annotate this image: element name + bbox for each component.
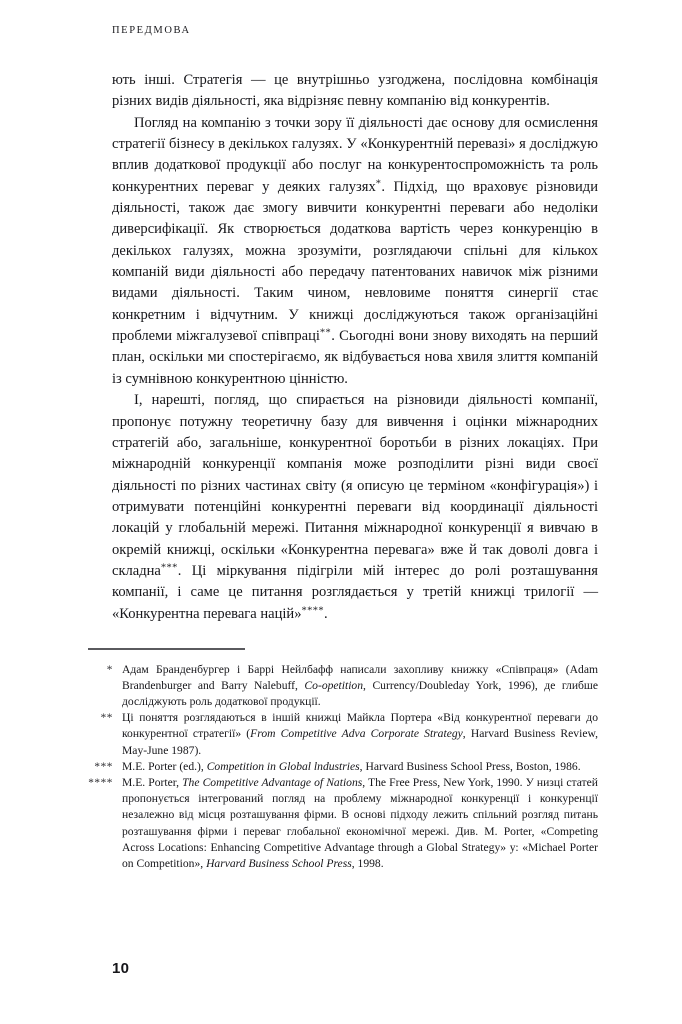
footnote-title-italic: From Competitive Adva Corporate Strategy	[250, 727, 463, 741]
paragraph-3-text-b: . Ці міркування підігріли мій інтерес до ролі розташування компанії, і саме це питання розглядається у третій книжці трилогії — «Конкурентна перевага націй»	[112, 562, 598, 622]
body-text-block	[112, 70, 598, 625]
footnote-text-run: M.E. Porter,	[122, 776, 183, 790]
footnote-text-run: M.E. Porter (ed.),	[122, 759, 207, 773]
footnote-text	[122, 775, 598, 872]
paragraph-1	[112, 70, 598, 113]
footnote-text-run: , The Free Press, New York, 1990. У низці статей пропонується інтегрований погляд на проблему міжнародної конкуренції і конкуренції незалежно від місця розташування фірми. В основі підходу лежить спільний розгляд питань розташування фірми і переваг глобальної економічної мережі. Див. M. Porter, «Competing Across Locations: Enhancing Competitive Advantage through a Global Strategy» у: «Michael Porter on Competition»,	[122, 776, 598, 871]
footnote-item	[88, 759, 598, 775]
footnote-text-run: Ці поняття розглядаються в іншій книжці Майкла Портера «Від конкурентної переваги до конкурентної стратегії» (	[122, 711, 598, 741]
footnote-ref-1[interactable]: *	[375, 178, 382, 190]
footnote-title-italic: The Competitive Advantage of Nations	[182, 776, 363, 790]
footnote-separator-rule	[88, 648, 245, 650]
paragraph-3	[112, 390, 598, 625]
footnote-title-italic: Co-opetition	[304, 678, 364, 692]
footnote-text-run: , Harvard Business Review, May-June 1987).	[122, 727, 598, 757]
footnote-marker[interactable]: **	[100, 712, 113, 725]
footnote-text-run: , 1998.	[351, 857, 384, 871]
footnote-list	[88, 662, 598, 873]
footnote-title-italic: Competition in Global lndustries	[206, 759, 360, 773]
paragraph-2	[112, 113, 598, 390]
footnote-text	[122, 759, 598, 775]
footnote-marker[interactable]: ****	[88, 777, 113, 790]
paragraph-1-text: ють інші. Стратегія — це внутрішньо узгоджена, послідовна комбінація різних видів діяльності, яка відрізняє певну компанію від конкурентів.	[112, 72, 598, 110]
paragraph-2-text-b: . Підхід, що враховує різновиди діяльності, також дає змогу вивчити конкурентні переваги або недоліки диверсифікації. Як створюється додаткова вартість через конкуренцію в декількох галузях, можна зрозуміти, розглядаючи спільні для кількох компаній види діяльності або передачу патентованих навичок між різними видами діяльності. Таким чином, невловиме поняття синергії стає конкретним і відчутним. У книжці досліджуються також організаційні проблеми міжгалузевої співпраці	[112, 178, 598, 345]
paragraph-3-text-a: І, нарешті, погляд, що спирається на різновиди діяльності компанії, пропонує потужну теоретичну базу для вивчення і оцінки міжнародних стратегій або, загальніше, конкурентної боротьби в різних локаціях. При міжнародній конкуренції компанія може розподілити різні види своєї діяльності по різних частинах світу (я описую це терміном «конфігурація») і отримувати потенційні конкурентні переваги від координації діяльності локацій у глобальній мережі. Питання міжнародної конкуренції я вивчаю в окремій книжці, оскільки «Конкурентна перевага» вже й так доволі довга і складна	[112, 392, 598, 579]
footnote-text-run: Адам Бранденбургер і Баррі Нейлбафф написали захопливу книжку «Співпраця» (Adam Brandenburger and Barry Nalebuff,	[122, 662, 598, 692]
footnote-text-run: , Currency/Doubleday York, 1996), де глибше досліджують роль додаткової продукції.	[122, 678, 598, 708]
page-number: 10	[112, 960, 130, 977]
running-head: ПЕРЕДМОВА	[112, 25, 191, 36]
footnote-title-italic: Harvard Business School Press	[206, 857, 352, 871]
footnote-text-run: , Harvard Business School Press, Boston, 1986.	[359, 759, 581, 773]
footnote-marker[interactable]: *	[106, 663, 113, 676]
paragraph-2-text-c: . Сьогодні вони знову виходять на перший план, оскільки ми спостерігаємо, як відбувається нова хвиля злиття компаній із сумнівною конкурентною цінністю.	[112, 328, 599, 387]
paragraph-3-text-c: .	[324, 605, 328, 622]
footnote-item	[88, 662, 598, 711]
footnote-text	[122, 710, 598, 759]
footnote-marker[interactable]: ***	[94, 760, 113, 773]
footnote-ref-2[interactable]: **	[319, 327, 332, 339]
footnote-section	[88, 648, 598, 872]
paragraph-2-text-a: Погляд на компанію з точки зору її діяльності дає основу для осмислення стратегії бізнесу в декількох галузях. У «Конкурентній перевазі» я досліджую вплив додаткової продукції або послуг на конкурентоспроможність та роль конкурентних переваг у деяких галузях	[112, 114, 598, 195]
footnote-item	[88, 775, 598, 872]
footnote-ref-3[interactable]: ***	[160, 562, 178, 574]
footnote-text	[122, 662, 598, 711]
footnote-item	[88, 710, 598, 759]
footnote-ref-4[interactable]: ****	[301, 605, 325, 617]
